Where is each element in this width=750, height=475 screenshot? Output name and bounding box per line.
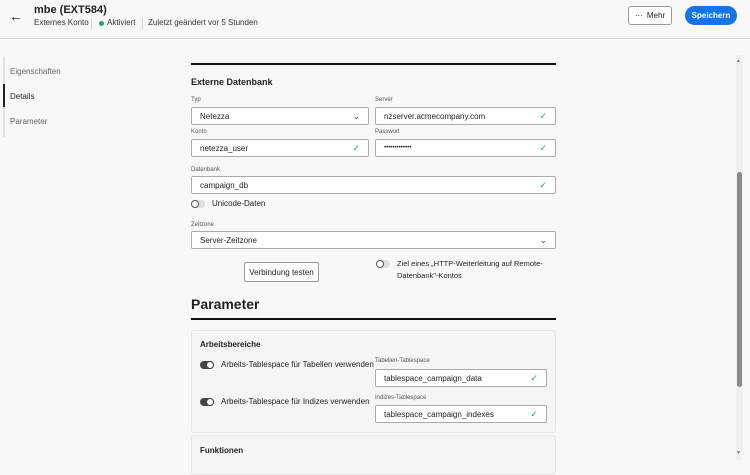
timezone-value: Server-Zeitzone [200,235,257,245]
server-value: nzserver.acmecompany.com [384,111,486,121]
page-title: mbe (EXT584) [34,4,107,16]
http-relay-label-line: Ziel eines „HTTP-Weiterleitung auf Remote- [397,259,543,268]
parameter-heading: Parameter [191,296,260,312]
account-label: Konto [191,129,207,135]
database-input[interactable] [191,176,556,194]
functions-heading: Funktionen [200,446,244,455]
account-value: netezza_user [200,143,249,153]
type-select[interactable] [191,107,369,125]
sidebar-active-indicator [3,84,5,107]
section-divider [191,63,556,65]
check-icon: ✓ [530,408,538,419]
check-icon: ✓ [530,372,538,383]
index-tablespace-input[interactable] [375,405,547,423]
check-icon: ✓ [352,142,360,153]
scrollbar-thumb[interactable] [737,172,742,387]
account-type: Externes Konto [34,18,89,27]
type-value: Netezza [200,111,230,121]
scroll-up-icon[interactable]: ▲ [736,58,741,64]
index-tablespace-toggle[interactable] [200,398,214,406]
table-tablespace-label: Tabellen-Tablespace [375,358,430,364]
http-relay-label-line: Datenbank"-Kontos [397,271,462,280]
server-input[interactable] [375,107,556,125]
save-button[interactable]: Speichern [685,6,737,25]
password-label: Passwort [375,129,400,135]
password-value: ••••••••••••• [384,145,412,151]
server-label: Server [375,97,393,103]
timezone-select[interactable] [191,231,556,249]
section-divider [191,318,556,320]
chevron-down-icon: ⌄ [539,234,547,245]
sidebar-item-details[interactable]: Details [10,92,35,101]
test-connection-button[interactable]: Verbindung testen [244,262,319,282]
status-dot-icon [99,21,104,26]
scroll-down-icon[interactable]: ▼ [736,450,741,456]
ellipsis-icon: ··· [634,11,643,20]
chevron-down-icon: ⌄ [352,110,360,121]
table-tablespace-toggle[interactable] [200,361,214,369]
table-tablespace-input[interactable] [375,369,547,387]
last-modified: Zuletzt geändert vor 5 Stunden [148,18,258,27]
timezone-label: Zeitzone [191,222,215,228]
unicode-toggle[interactable] [191,200,205,208]
status-badge: Aktiviert [107,18,136,27]
unicode-label: Unicode-Daten [212,199,266,208]
check-icon: ✓ [539,179,547,190]
check-icon: ✓ [539,110,547,121]
check-icon: ✓ [539,142,547,153]
sidebar-item-parameter[interactable]: Parameter [10,117,48,126]
section-heading: Externe Datenbank [191,77,273,87]
account-input[interactable] [191,139,369,157]
divider [142,18,143,29]
index-tablespace-label: Indizes-Tablespace [375,395,427,401]
database-label: Datenbank [191,167,221,173]
sidebar-item-eigenschaften[interactable]: Eigenschaften [10,67,61,76]
password-input[interactable] [375,139,556,157]
more-button[interactable] [628,6,672,25]
index-tablespace-toggle-label: Arbeits-Tablespace für Indizes verwenden [221,397,370,406]
table-tablespace-value: tablespace_campaign_data [384,373,482,383]
http-relay-toggle[interactable] [376,260,390,268]
database-value: campaign_db [200,180,249,190]
type-label: Typ [191,97,201,103]
index-tablespace-value: tablespace_campaign_indexes [384,409,494,419]
divider [91,18,92,29]
functions-card [191,435,556,475]
back-arrow-icon[interactable]: ← [9,8,23,24]
table-tablespace-toggle-label: Arbeits-Tablespace für Tabellen verwenden [221,360,374,369]
more-label: Mehr [646,11,666,20]
workspaces-heading: Arbeitsbereiche [200,340,261,349]
http-relay-label [397,258,543,282]
